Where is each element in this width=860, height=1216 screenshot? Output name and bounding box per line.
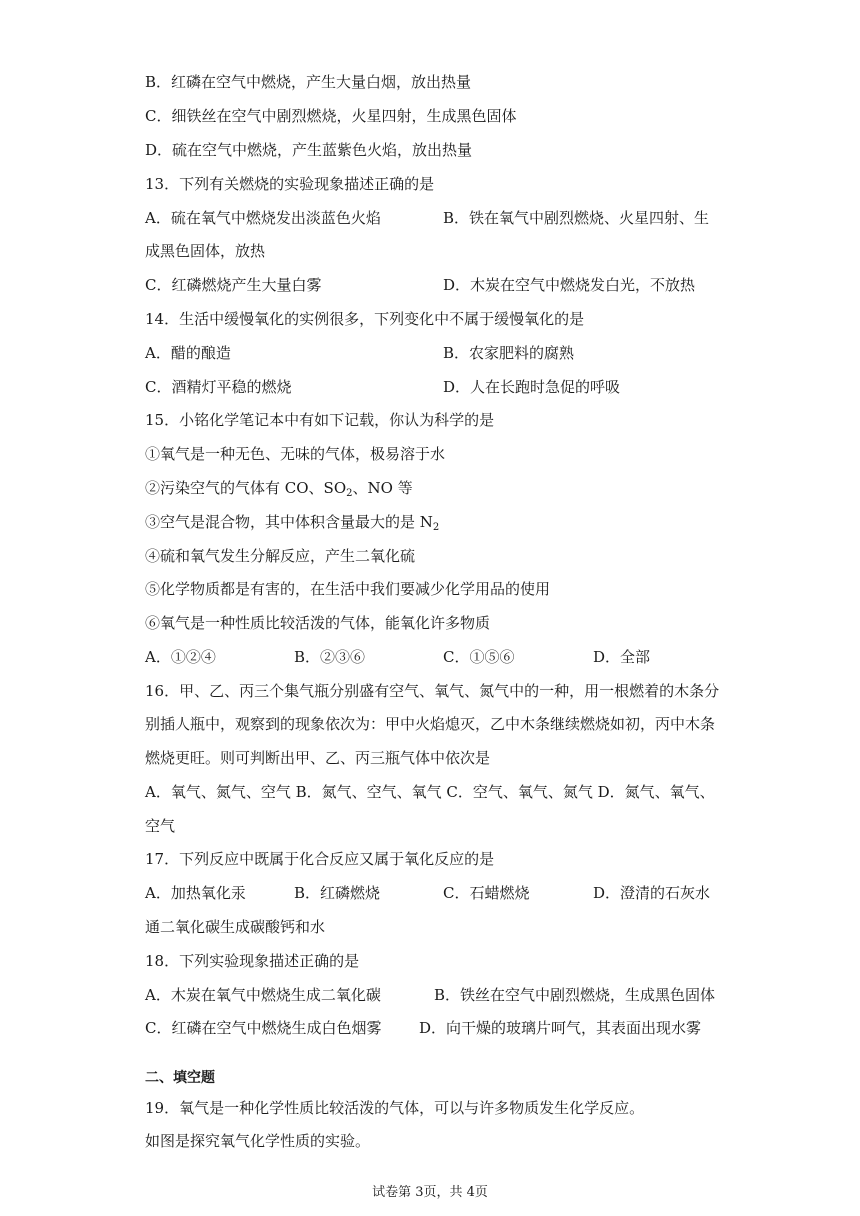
q15-item-3 <box>145 512 439 532</box>
q15-item-6: ⑥氧气是一种性质比较活泼的气体，能氧化许多物质 <box>145 614 491 632</box>
q16-stem-line3: 燃烧更旺。则可判断出甲、乙、丙三瓶气体中依次是 <box>145 749 491 767</box>
q17-option-d-cont: 通二氧化碳生成碳酸钙和水 <box>145 918 326 936</box>
q15-option-a: A．①②④ <box>145 648 216 666</box>
q13-option-c: C．红磷燃烧产生大量白雾 <box>145 276 322 294</box>
q13-option-b-cont: 成黑色固体，放热 <box>145 242 266 260</box>
q15-item-2-sub: 2 <box>346 488 353 499</box>
q14-stem: 14．生活中缓慢氧化的实例很多，下列变化中不属于缓慢氧化的是 <box>145 310 585 328</box>
q15-item-3-pre: ③空气是混合物，其中体积含量最大的是 N <box>145 513 433 531</box>
q17-option-c: C．石蜡燃烧 <box>443 884 530 902</box>
q15-option-b: B．②③⑥ <box>294 648 366 666</box>
q18-option-d: D．向干燥的玻璃片呵气，其表面出现水雾 <box>419 1019 702 1037</box>
q12-option-b: B．红磷在空气中燃烧，产生大量白烟，放出热量 <box>145 73 472 91</box>
q15-item-4: ④硫和氧气发生分解反应，产生二氧化硫 <box>145 547 416 565</box>
q15-item-5: ⑤化学物质都是有害的，在生活中我们要减少化学用品的使用 <box>145 580 551 598</box>
q17-option-b: B．红磷燃烧 <box>294 884 381 902</box>
q15-item-2 <box>145 478 413 498</box>
q19-stem-line1: 19．氧气是一种化学性质比较活泼的气体，可以与许多物质发生化学反应。 <box>145 1099 645 1117</box>
q15-item-1: ①氧气是一种无色、无味的气体，极易溶于水 <box>145 445 446 463</box>
q18-option-b: B．铁丝在空气中剧烈燃烧，生成黑色固体 <box>434 986 716 1004</box>
q19-stem-line2: 如图是探究氧气化学性质的实验。 <box>145 1132 371 1150</box>
q14-option-c: C．酒精灯平稳的燃烧 <box>145 378 292 396</box>
q15-item-3-sub: 2 <box>432 522 440 533</box>
q12-option-d: D．硫在空气中燃烧，产生蓝紫色火焰，放出热量 <box>145 141 473 159</box>
q14-option-d: D．人在长跑时急促的呼吸 <box>443 378 621 396</box>
q18-option-a: A．木炭在氧气中燃烧生成二氧化碳 <box>145 986 381 1004</box>
q16-stem-line1: 16．甲、乙、丙三个集气瓶分别盛有空气、氧气、氮气中的一种，用一根燃着的木条分 <box>145 682 720 700</box>
q17-stem: 17．下列反应中既属于化合反应又属于氧化反应的是 <box>145 850 495 868</box>
q16-options: A．氧气、氮气、空气 B．氮气、空气、氧气 C．空气、氧气、氮气 D．氮气、氧气、 <box>145 783 715 801</box>
q16-options-cont: 空气 <box>145 817 176 835</box>
q14-option-b: B．农家肥料的腐熟 <box>443 344 575 362</box>
q13-stem: 13．下列有关燃烧的实验现象描述正确的是 <box>145 175 435 193</box>
q12-option-c: C．细铁丝在空气中剧烈燃烧，火星四射，生成黑色固体 <box>145 107 517 125</box>
q16-stem-line2: 别插人瓶中，观察到的现象依次为：甲中火焰熄灭，乙中木条继续燃烧如初，丙中木条 <box>145 715 716 733</box>
q14-option-a: A．醋的酿造 <box>145 344 231 362</box>
q15-item-2-pre: ②污染空气的气体有 CO、SO <box>145 479 347 497</box>
q17-option-d: D．澄清的石灰水 <box>593 884 711 902</box>
q15-option-c: C．①⑤⑥ <box>443 648 515 666</box>
q13-option-d: D．木炭在空气中燃烧发白光，不放热 <box>443 276 696 294</box>
q17-option-a: A．加热氧化汞 <box>145 884 246 902</box>
section-title-fill-in: 二、填空题 <box>145 1070 215 1086</box>
q13-option-a: A．硫在氧气中燃烧发出淡蓝色火焰 <box>145 209 381 227</box>
q13-option-b: B．铁在氧气中剧烈燃烧、火星四射、生 <box>443 209 710 227</box>
q15-item-2-post: 、NO 等 <box>352 479 413 497</box>
page-footer: 试卷第 3页，共 4页 <box>372 1185 488 1200</box>
q18-option-c: C．红磷在空气中燃烧生成白色烟雾 <box>145 1019 382 1037</box>
q18-stem: 18．下列实验现象描述正确的是 <box>145 952 360 970</box>
q15-stem: 15．小铭化学笔记本中有如下记载，你认为科学的是 <box>145 411 495 429</box>
q15-option-d: D．全部 <box>593 648 651 666</box>
